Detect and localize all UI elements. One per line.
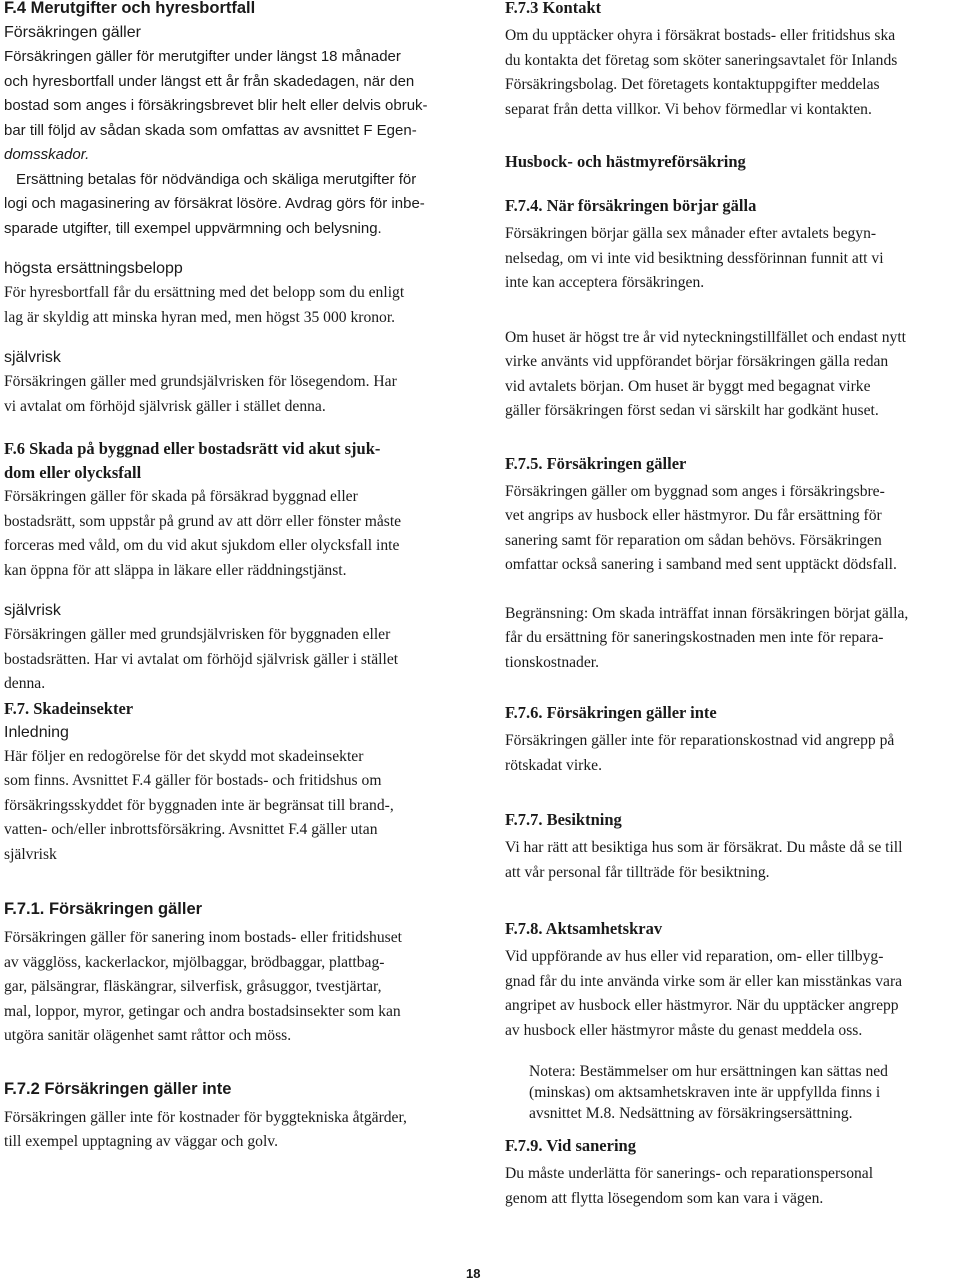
text-line: vi avtalat om förhöjd självrisk gäller i stället denna. xyxy=(4,397,326,415)
text-line: nelsedag, om vi inte vid besiktning dessförinnan funnit att vi xyxy=(505,249,884,267)
text-line: Försäkringen gäller för skada på försäkrad byggnad eller xyxy=(4,488,358,505)
text-line: (minskas) om aktsamhetskraven inte är uppfyllda finns i xyxy=(529,1084,881,1101)
text-line: rötskadat virke. xyxy=(505,756,602,774)
paragraph-begransning xyxy=(505,602,955,676)
section-title-f4: F.4 Merutgifter och hyresbortfall xyxy=(4,0,256,17)
paragraph-f73 xyxy=(505,24,955,122)
section-title-f75: F.7.5. Försäkringen gäller xyxy=(505,453,687,473)
text-line: självrisk xyxy=(4,845,57,863)
text-line: och hyresbortfall under längst ett år från skadedagen, när den xyxy=(4,72,415,90)
text-line: får du ersättning för saneringskostnaden men inte för repara- xyxy=(505,629,884,646)
text-line: dom eller olycksfall xyxy=(4,463,142,482)
page-number: 18 xyxy=(466,1266,481,1281)
paragraph-f74-new-house xyxy=(505,326,955,424)
paragraph-f76 xyxy=(505,729,955,778)
label-sjalvrisk: självrisk xyxy=(4,602,61,619)
text-line: inte kan acceptera försäkringen. xyxy=(505,274,705,291)
text-line: bar till följd av sådan skada som omfattas av avsnittet F Egen- xyxy=(4,121,417,139)
text-line: domsskador. xyxy=(4,146,90,163)
text-line: F.6 Skada på byggnad eller bostadsrätt vid akut sjuk- xyxy=(4,439,381,458)
text-line: mal, loppor, myror, getingar och andra bostadsinsekter som kan xyxy=(4,1002,401,1020)
subheading-forsakringen-galler: Försäkringen gäller xyxy=(4,24,141,41)
text-line: vatten- och/eller inbrottsförsäkring. Avsnittet F.4 gäller utan xyxy=(4,821,378,838)
text-line: Här följer en redogörelse för det skydd mot skadeinsekter xyxy=(4,747,364,765)
paragraph-sjalvrisk-2 xyxy=(4,623,466,697)
paragraph-hogsta xyxy=(4,281,466,330)
text-line: Försäkringen börjar gälla sex månader efter avtalets begyn- xyxy=(505,225,877,242)
section-title-f7: F.7. Skadeinsekter xyxy=(4,698,134,718)
section-title-f71: F.7.1. Försäkringen gäller xyxy=(4,900,203,918)
text-line: Försäkringen gäller med grundsjälvrisken för byggnaden eller xyxy=(4,626,391,643)
text-line: Begränsning: Om skada inträffat innan försäkringen börjat gälla, xyxy=(505,604,909,622)
text-line: Försäkringen gäller för merutgifter under längst 18 månader xyxy=(4,48,401,65)
text-line: Försäkringen gäller inte för kostnader för byggtekniska åtgärder, xyxy=(4,1108,407,1126)
text-line: virke använts vid uppförandet börjar försäkringen gälla redan xyxy=(505,353,889,370)
text-line: denna. xyxy=(4,675,46,692)
section-title-f6 xyxy=(4,437,466,485)
text-line: utgöra sanitär olägenhet samt råttor och möss. xyxy=(4,1027,292,1044)
text-line: kan öppna för att släppa in läkare eller räddningstjänst. xyxy=(4,561,347,579)
text-line: Om du upptäcker ohyra i försäkrat bostads- eller fritidshus ska xyxy=(505,27,896,44)
text-line: Försäkringen gäller om byggnad som anges i försäkringsbre- xyxy=(505,482,885,500)
text-line: Du måste underlätta för sanerings- och reparationspersonal xyxy=(505,1165,874,1182)
paragraph-f7-intro xyxy=(4,745,466,868)
text-line: separat från detta villkor. Vi behov förmedlar vi kontakten. xyxy=(505,100,872,118)
notera-box xyxy=(505,1061,955,1124)
right-column xyxy=(505,0,955,1211)
text-line: logi och magasinering av försäkrat lösöre. Avdrag görs för inbe- xyxy=(4,195,425,212)
label-sjalvrisk: självrisk xyxy=(4,349,61,366)
paragraph-f78 xyxy=(505,945,955,1043)
text-line: till exempel upptagning av väggar och golv. xyxy=(4,1133,278,1150)
section-title-f74: F.7.4. När försäkringen börjar gälla xyxy=(505,196,757,215)
text-line: Vid uppförande av hus eller vid reparation, om- eller tillbyg- xyxy=(505,948,884,965)
text-line: Ersättning betalas för nödvändiga och skäliga merutgifter för xyxy=(16,170,417,188)
text-line: Försäkringen gäller med grundsjälvrisken för lösegendom. Har xyxy=(4,373,397,390)
subheading-inledning: Inledning xyxy=(4,723,69,741)
section-title-f78: F.7.8. Aktsamhetskrav xyxy=(505,919,663,938)
paragraph-f4-intro xyxy=(4,45,466,168)
text-line: bostadsrätten. Har vi avtalat om förhöjd självrisk gäller i stället xyxy=(4,650,399,668)
text-line: För hyresbortfall får du ersättning med det belopp som du enligt xyxy=(4,284,405,301)
paragraph-f79 xyxy=(505,1162,955,1211)
text-line: Vi har rätt att besiktiga hus som är försäkrat. Du måste då se till xyxy=(505,839,903,856)
paragraph-sjalvrisk-1 xyxy=(4,370,466,419)
paragraph-f72 xyxy=(4,1106,466,1155)
text-line: Notera: Bestämmelser om hur ersättningen kan sättas ned xyxy=(529,1063,888,1080)
text-line: Försäkringen gäller för sanering inom bostads- eller fritidshuset xyxy=(4,929,402,946)
text-line: sanering samt för reparation om sådan behövs. Försäkringen xyxy=(505,531,882,549)
section-title-f77: F.7.7. Besiktning xyxy=(505,810,622,829)
text-line: genom att flytta lösegendom som kan vara i vägen. xyxy=(505,1189,824,1207)
text-line: forceras med våld, om du vid akut sjukdom eller olycksfall inte xyxy=(4,537,400,554)
text-line: vid avtalets början. Om huset är byggt med begagnat virke xyxy=(505,377,871,395)
paragraph-f77 xyxy=(505,836,955,885)
text-line: du kontakta det företag som sköter saneringsavtalet för Inlands xyxy=(505,51,898,69)
text-line: omfattar också sanering i samband med sent upptäckt dödsfall. xyxy=(505,556,897,573)
section-title-f73: F.7.3 Kontakt xyxy=(505,0,602,17)
text-line: av vägglöss, kackerlackor, mjölbaggar, brödbaggar, plattbag- xyxy=(4,953,385,971)
text-line: vet angrips av husbock eller hästmyror. Du får ersättning för xyxy=(505,507,882,524)
label-hogsta-ersattningsbelopp: högsta ersättningsbelopp xyxy=(4,260,183,277)
left-column xyxy=(4,0,466,1155)
paragraph-f4-compensation xyxy=(4,168,466,242)
heading-husbock: Husbock- och hästmyreförsäkring xyxy=(505,152,746,171)
text-line: gnad får du inte använda virke som är eller kan misstänkas vara xyxy=(505,972,903,990)
section-title-f72: F.7.2 Försäkringen gäller inte xyxy=(4,1079,232,1098)
text-line: tionskostnader. xyxy=(505,653,599,671)
text-line: Försäkringsbolag. Det företagets kontaktuppgifter meddelas xyxy=(505,76,880,93)
text-line: lag är skyldig att minska hyran med, men högst 35 000 kronor. xyxy=(4,308,396,326)
text-line: att vår personal får tillträde för besiktning. xyxy=(505,863,770,881)
text-line: avsnittet M.8. Nedsättning av försäkringsersättning. xyxy=(529,1105,853,1122)
text-line: gäller försäkringen först sedan vi särskilt har godkänt huset. xyxy=(505,402,879,419)
text-line: bostadsrätt, som uppstår på grund av att dörr eller fönster måste xyxy=(4,512,402,530)
paragraph-f75 xyxy=(505,480,955,578)
paragraph-f74 xyxy=(505,222,955,296)
text-line: sparade utgifter, till exempel uppvärmning och belysning. xyxy=(4,219,382,237)
paragraph-f6 xyxy=(4,485,466,583)
text-line: bostad som anges i försäkringsbrevet blir helt eller delvis obruk- xyxy=(4,97,428,114)
text-line: som finns. Avsnittet F.4 gäller för bostads- och fritidshus om xyxy=(4,772,382,789)
text-line: gar, pälsängrar, fläskängrar, silverfisk, gråsuggor, tvestjärtar, xyxy=(4,978,382,995)
text-line: Om huset är högst tre år vid nyteckningstillfället och endast nytt xyxy=(505,328,907,346)
section-title-f79: F.7.9. Vid sanering xyxy=(505,1136,636,1155)
text-line: angripet av husbock eller hästmyror. När du upptäcker angrepp xyxy=(505,997,899,1014)
paragraph-f71 xyxy=(4,926,466,1049)
text-line: Försäkringen gäller inte för reparationskostnad vid angrepp på xyxy=(505,732,895,749)
text-line: försäkringsskyddet för byggnaden inte är begränsat till brand-, xyxy=(4,796,394,814)
section-title-f76: F.7.6. Försäkringen gäller inte xyxy=(505,703,717,722)
text-line: av husbock eller hästmyror måste du genast meddela oss. xyxy=(505,1021,863,1039)
